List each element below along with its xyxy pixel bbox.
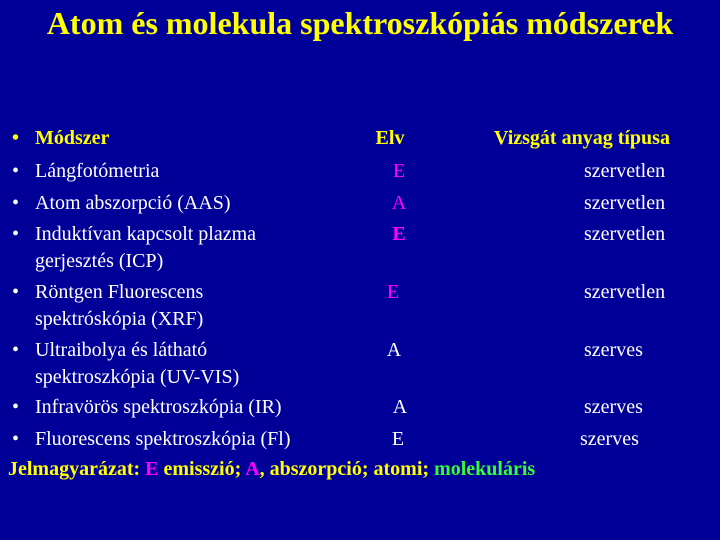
legend-a-letter: A [245, 458, 260, 480]
method-name: Infravörös spektroszkópia (IR) [35, 396, 282, 418]
method-name: Ultraibolya és látható spektroszkópia (UV-VIS) [35, 339, 240, 388]
sample-type: szerves [580, 428, 639, 450]
sample-header: Vizsgát anyag típusa [494, 127, 670, 149]
method-name: Fluorescens spektroszkópia (Fl) [35, 428, 291, 450]
bullet-icon: • [12, 160, 20, 182]
principle-value: A [386, 339, 402, 361]
method-name: Lángfotómetria [35, 160, 160, 182]
bullet-icon: • [12, 339, 20, 361]
principle-value: E [392, 160, 406, 182]
principle-value: E [392, 223, 406, 245]
method-name: Induktívan kapcsolt plazma gerjesztés (ICP) [35, 223, 257, 272]
principle-value: E [386, 281, 400, 303]
bullet-icon: • [12, 223, 20, 245]
legend [8, 456, 535, 483]
sample-type: szervetlen [584, 223, 666, 245]
principle-value: A [392, 396, 408, 418]
slide-title: Atom és molekula spektroszkópiás módszerek [46, 5, 674, 41]
bullet-icon: • [12, 428, 20, 450]
principle-value: A [391, 192, 407, 214]
method-name: Röntgen Fluorescens spektróskópia (XRF) [35, 281, 204, 330]
bullet-icon: • [12, 281, 20, 303]
legend-e-text: emisszió; [163, 458, 242, 480]
principle-header: Elv [375, 127, 405, 149]
sample-type: szerves [584, 396, 643, 418]
method-header: Módszer [35, 127, 110, 149]
sample-type: szervetlen [584, 281, 666, 303]
legend-label: Jelmagyarázat: [8, 458, 141, 480]
bullet-icon: • [12, 127, 20, 149]
principle-value: E [391, 428, 405, 450]
bullet-icon: • [12, 396, 20, 418]
legend-molecular: molekuláris [434, 458, 536, 480]
legend-a-text: , abszorpció; atomi; [259, 458, 430, 480]
sample-type: szervetlen [584, 160, 666, 182]
sample-type: szervetlen [584, 192, 666, 214]
bullet-icon: • [12, 192, 20, 214]
sample-type: szerves [584, 339, 643, 361]
method-name: Atom abszorpció (AAS) [35, 192, 231, 214]
legend-e-letter: E [145, 458, 159, 480]
